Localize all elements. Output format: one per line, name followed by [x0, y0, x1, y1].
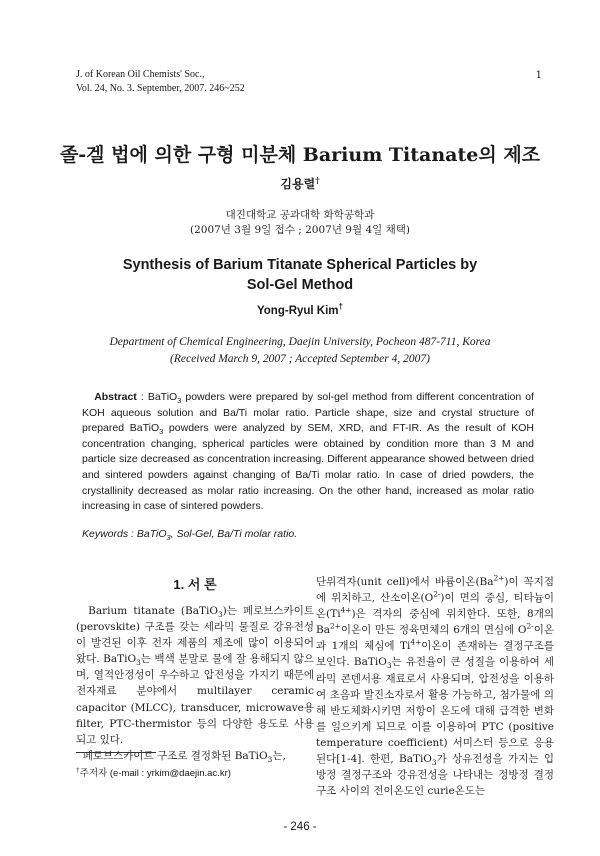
- title-english: Synthesis of Barium Titanate Spherical Particles by Sol-Gel Method: [122, 257, 478, 293]
- footnote: †주저자 (e-mail : yrkim@daejin.ac.kr): [76, 766, 231, 779]
- dates-english: (Received March 9, 2007 ; Accepted September 4, 2007): [170, 353, 430, 365]
- abstract-label: Abstract: [94, 391, 137, 403]
- footnote-divider: [76, 752, 156, 753]
- body-column-right: 단위격자(unit cell)에서 바륨이온$(Ba^{2+})$이 꼭지점에 위치하고, 산소이온$(O^{2-})$이 면의 중심, 티타늄이온$(Ti^{4+})$은 격자의 중심에 위치한다. 또한, 8개의 $Ba^{2+}$이온이 만든 정육면체의 6개의 면심에 $O^{2-}$이온과 1개의 체심에 $Ti^{4+}$이온이 존재하는 결정구조를 보인다. BaTiO$_3$는 유전율이 큰 성질을 이용하여 세라믹 콘덴서용 재료로서 사용되며, 압전성을 이용하여 초음파 발진소자로서 활용 가능하고, 첨가물에 의해 반도체화시키면 저항이 온도에 대해 급격한 변화를 일으키게 되므로 이를 이용하여 PTC (positive temperature coefficient) 서미스터 등으로 응용된다[1-4]. 한편, BaTiO$_3$가 상유전성을 가지는 입방정 결정구조와 강유전성을 나타내는 정방정 결정구조 사이의 전이온도인 curie온도는: [316, 573, 554, 798]
- affiliation-korean: 대진대학교 공과대학 화학공학과 (2007년 3월 9일 접수 ; 2007년 9월 4일 채택): [0, 208, 600, 238]
- title-korean: 졸-겔 법에 의한 구형 미분체 Barium Titanate의 제조: [59, 144, 541, 166]
- page-number-top: 1: [535, 70, 542, 81]
- journal-volume: Vol. 24, No. 3. September, 2007. 246~252: [76, 83, 245, 94]
- journal-header: [76, 68, 245, 96]
- journal-name: J. of Korean Oil Chemists' Soc.,: [76, 69, 205, 80]
- abstract: Abstract : BaTiO$_3$ powders were prepared by sol-gel method from different concentration of KOH aqueous solution and Ba/Ti molar ratio. Particle shape, size and crystal structure of prepared BaTiO$_3$ powders were analyzed by SEM, XRD, and FT-IR. As the result of KOH concentration changing, spherical particles were obtained by condition more than 3 M and particle size decreased as concentration increasing. Different appearance showed between dried and sintered powders against changing of Ba/Ti molar ratio. In case of dried powders, the crystallinity decreased as molar ratio increasing. On the other hand, increased as molar ratio increasing in case of sintered powders.: [82, 391, 534, 513]
- section-heading-introduction: 1. 서 론: [173, 577, 217, 592]
- body-column-left: Barium titanate (BaTiO$_3$)는 페로브스카이트 (perovskite) 구조를 갖는 세라믹 물질로 강유전성이 발견된 이후 전자 제품의 제조에 많이 이용되어 왔다. BaTiO$_3$는 백색 분말로 물에 잘 용해되지 않으며, 열적안정성이 우수하고 압전성을 가지기 때문에 전자재료 분야에서 multilayer ceramic capacitor (MLCC), transducer, microwave용 filter, PTC-thermistor 등의 다양한 용도로 사용되고 있다. 페로브스카이트 구조로 결정화된 BaTiO$_3$는,: [76, 605, 314, 764]
- dates-korean: (2007년 3월 9일 접수 ; 2007년 9월 4일 채택): [189, 224, 411, 236]
- page-number-bottom: - 246 -: [283, 821, 317, 833]
- author-english: Yong-Ryul Kim†: [256, 302, 344, 317]
- affiliation-english: Department of Chemical Engineering, Daejin University, Pocheon 487-711, Korea (Received March 9, 2007 ; Accepted September 4, 2007): [0, 334, 600, 368]
- keywords: Keywords : BaTiO$_3$, Sol-Gel, Ba/Ti molar ratio.: [82, 528, 298, 543]
- footnote-email: 주저자 (e-mail : yrkim@daejin.ac.kr): [79, 768, 231, 779]
- author-korean: 김용렬†: [280, 175, 320, 191]
